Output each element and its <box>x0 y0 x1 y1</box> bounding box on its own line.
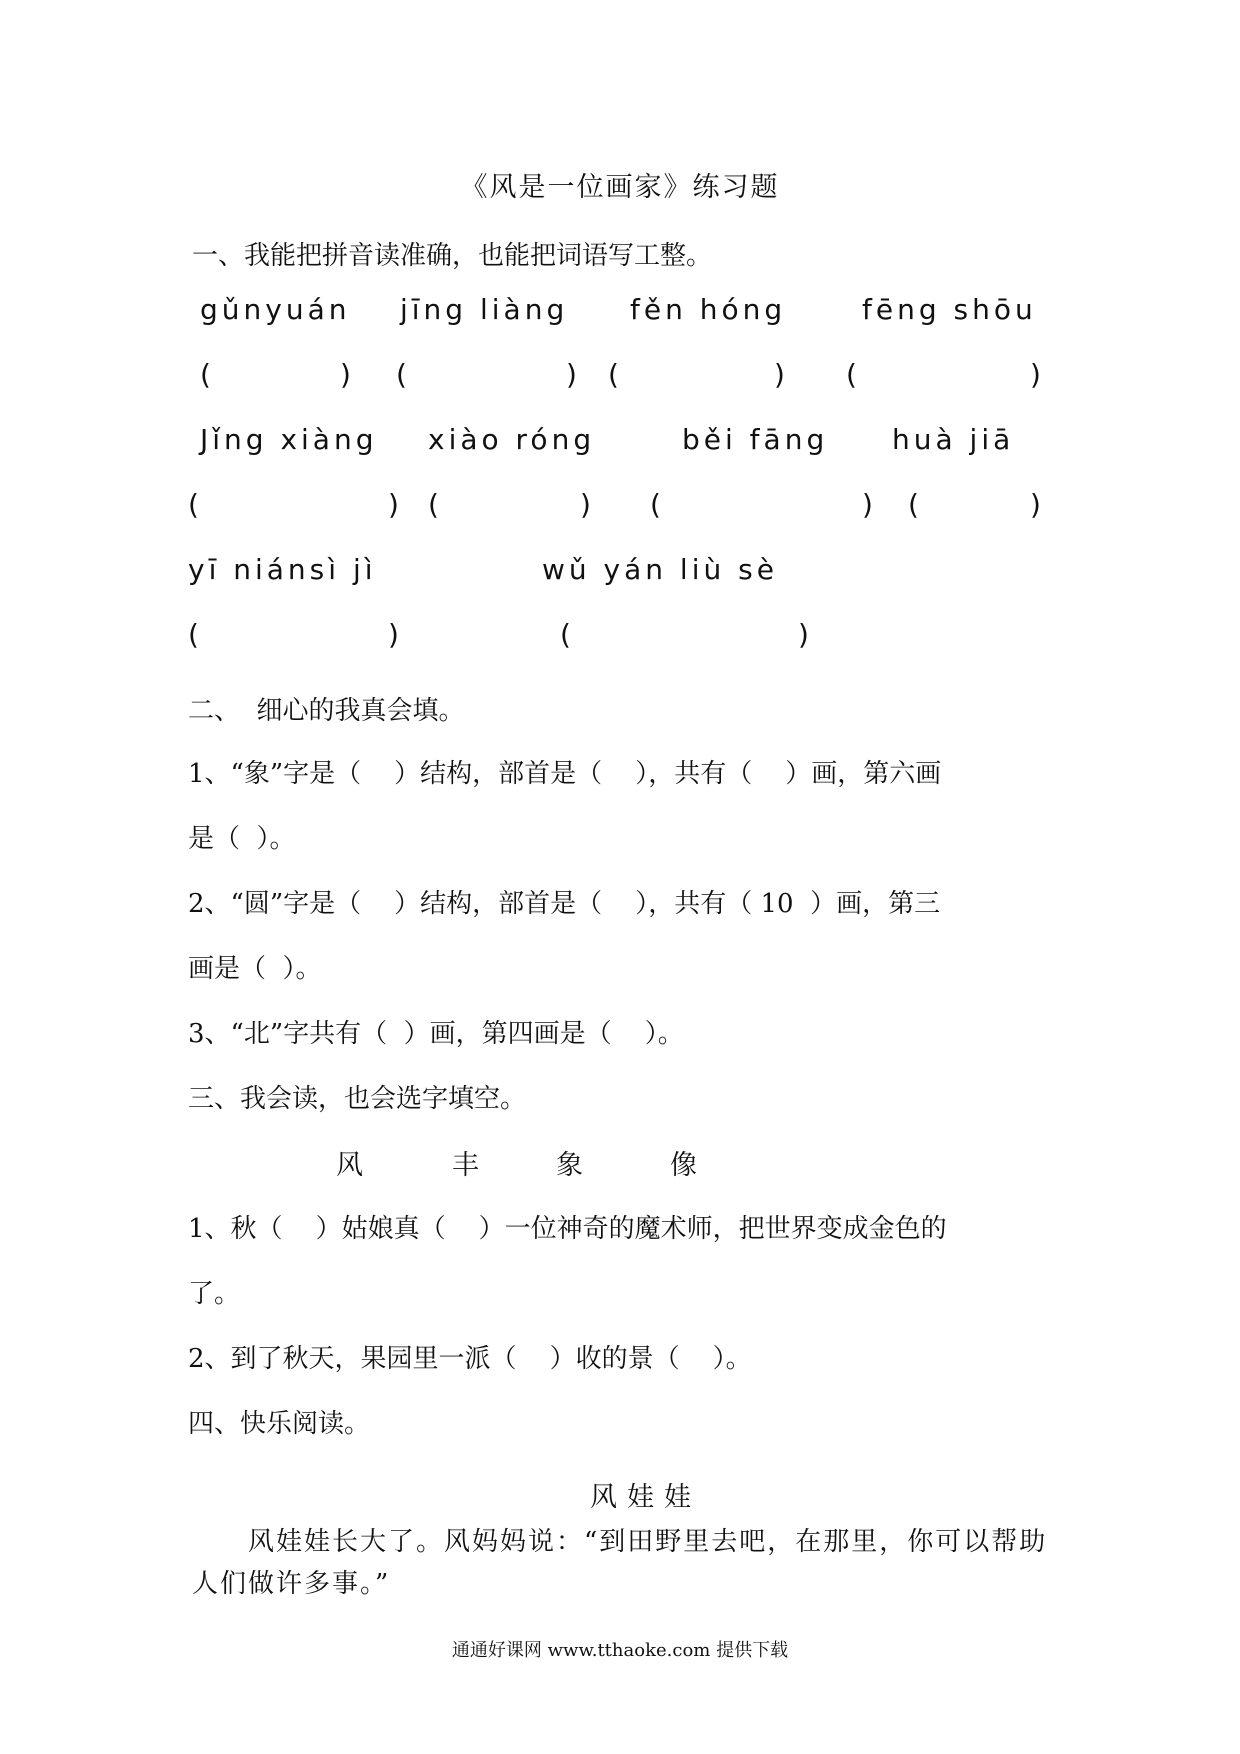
section2-q1-line2: 是（ ）。 <box>188 824 296 854</box>
blank-close: ) <box>862 488 873 521</box>
section2-heading: 二、 细心的我真会填。 <box>188 696 465 726</box>
blank-open: ( <box>560 618 571 651</box>
pinyin-beifang: běi fāng <box>682 423 829 456</box>
choice-xiang-like: 像 <box>670 1150 697 1181</box>
pinyin-jingliang: jīng liàng <box>400 293 569 326</box>
pinyin-yinian-siji: yī niánsì jì <box>188 553 377 586</box>
pinyin-gunyuan: gǔnyuán <box>200 293 351 326</box>
pinyin-fenhong: fěn hóng <box>630 293 787 326</box>
section1-heading: 一、我能把拼音读准确，也能把词语写工整。 <box>192 241 713 271</box>
blank-open: ( <box>188 488 199 521</box>
section3-heading: 三、我会读，也会选字填空。 <box>188 1084 527 1114</box>
pinyin-xiaorong: xiào róng <box>428 423 596 456</box>
section3-q2: 2、到了秋天，果园里一派（ ）收的景（ ）。 <box>188 1344 752 1374</box>
blank-close: ) <box>798 618 809 651</box>
pinyin-fengshou: fēng shōu <box>862 293 1037 326</box>
story-title: 风娃娃 <box>590 1482 701 1513</box>
section3-q1-line2: 了。 <box>188 1279 241 1309</box>
choice-xiang-elephant: 象 <box>556 1150 583 1181</box>
blank-close: ) <box>774 358 785 391</box>
blank-close: ) <box>580 488 591 521</box>
blank-open: ( <box>428 488 439 521</box>
pinyin-huajia: huà jiā <box>892 423 1015 456</box>
blank-open: ( <box>188 618 199 651</box>
blank-open: ( <box>608 358 619 391</box>
blank-open: ( <box>650 488 661 521</box>
blank-open: ( <box>396 358 407 391</box>
page-title: 《风是一位画家》练习题 <box>460 172 780 203</box>
blank-open: ( <box>846 358 857 391</box>
section2-q3: 3、“北”字共有（ ）画，第四画是（ ）。 <box>188 1019 684 1049</box>
blank-close: ) <box>566 358 577 391</box>
section2-q2-line1: 2、“圆”字是（ ）结构，部首是（ ），共有（ 10 ）画，第三 <box>188 889 941 919</box>
choice-feng-wind: 风 <box>336 1150 363 1181</box>
blank-close: ) <box>340 358 351 391</box>
story-paragraph: 风娃娃长大了。风妈妈说：“到田野里去吧，在那里，你可以帮助人们做许多事。” <box>192 1527 1048 1599</box>
blank-open: ( <box>200 358 211 391</box>
section2-q1-line1: 1、“象”字是（ ）结构，部首是（ ），共有（ ）画，第六画 <box>188 759 942 789</box>
page-footer: 通通好课网 www.tthaoke.com 提供下载 <box>451 1640 789 1661</box>
blank-close: ) <box>1030 488 1041 521</box>
pinyin-jingxiang: Jǐng xiàng <box>200 423 378 456</box>
section2-q2-line2: 画是（ ）。 <box>188 954 322 984</box>
blank-close: ) <box>388 618 399 651</box>
section4-heading: 四、快乐阅读。 <box>188 1409 371 1439</box>
blank-open: ( <box>908 488 919 521</box>
blank-close: ) <box>1030 358 1041 391</box>
pinyin-wuyan-liuse: wǔ yán liù sè <box>542 553 778 586</box>
choice-feng-abundant: 丰 <box>452 1150 479 1181</box>
blank-close: ) <box>388 488 399 521</box>
section3-q1-line1: 1、秋（ ）姑娘真（ ）一位神奇的魔术师，把世界变成金色的 <box>188 1214 947 1244</box>
